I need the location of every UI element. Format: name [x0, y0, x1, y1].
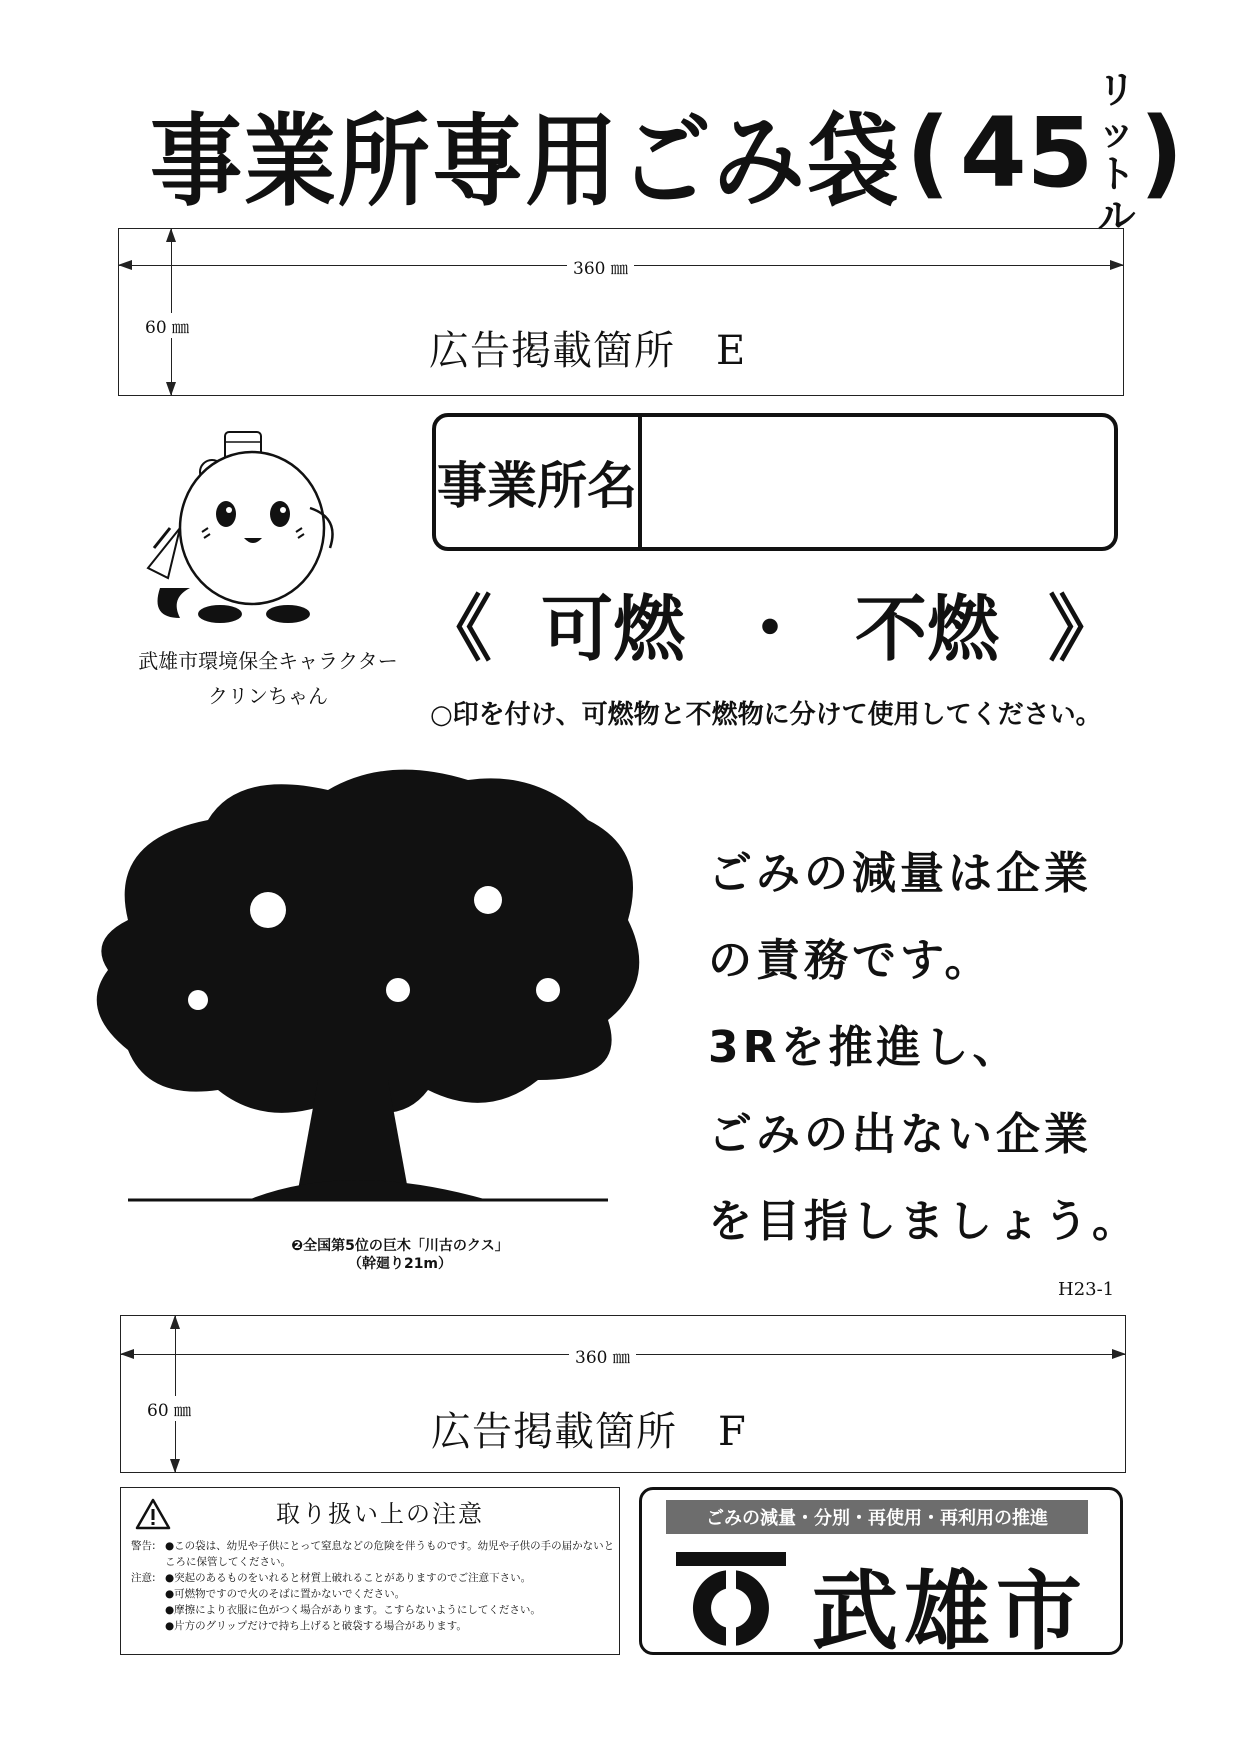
height-dimension-line: [175, 1316, 176, 1472]
mascot-caption-line2: クリンちゃん: [208, 684, 328, 708]
caution-title: 取り扱い上の注意: [276, 1500, 484, 1528]
tree-icon: [68, 760, 658, 1225]
message-line: 3Rを推進し、: [708, 1022, 1021, 1073]
arrow-left-icon: [118, 260, 132, 270]
mascot-icon: [140, 428, 380, 638]
caution-tag: 警告:: [131, 1540, 156, 1552]
caution-item: [131, 1602, 616, 1618]
waste-type-selector: [420, 578, 1120, 671]
city-slogan: ごみの減量・分別・再使用・再利用の推進: [666, 1500, 1088, 1534]
tree-caption-line1: ❷全国第5位の巨木「川古のクス」: [291, 1238, 509, 1254]
arrow-right-icon: [1112, 1349, 1126, 1359]
title-unit-top: リッ: [1097, 68, 1136, 154]
burnable-option[interactable]: 可燃: [540, 587, 685, 671]
width-dimension-label: 360 ㎜: [567, 254, 634, 279]
separator-dot: ・: [733, 587, 806, 671]
tree-caption: [250, 1237, 550, 1273]
handling-caution-box: [120, 1487, 620, 1655]
bracket-open: 《: [420, 587, 493, 671]
warning-icon: [135, 1498, 171, 1530]
tree-caption-line2: （幹廻り21m）: [347, 1256, 453, 1272]
city-name: 武雄市: [812, 1562, 1088, 1662]
arrow-down-icon: [166, 382, 176, 396]
document-code: H23-1: [1058, 1279, 1115, 1300]
caution-tag: [131, 1618, 165, 1634]
caution-item: [131, 1538, 616, 1570]
page-title: [150, 68, 1184, 238]
company-name-box: [432, 413, 1118, 551]
height-dimension-label: 60 ㎜: [139, 313, 195, 338]
title-main: 事業所専用ごみ袋: [150, 103, 901, 220]
height-dimension-line: [171, 229, 172, 395]
city-logo-box: [639, 1487, 1123, 1662]
caution-tag: 注意:: [131, 1572, 156, 1584]
message-line: ごみの出ない企業: [708, 1109, 1092, 1160]
takeo-city-emblem-icon: [670, 1548, 792, 1648]
arrow-left-icon: [120, 1349, 134, 1359]
title-paren-open: (: [906, 97, 950, 209]
title-unit-bottom: トル: [1097, 152, 1136, 238]
nonburnable-option[interactable]: 不燃: [854, 587, 999, 671]
message-line: の責務です。: [708, 935, 993, 986]
message-line: を目指しましょう。: [708, 1196, 1140, 1247]
arrow-up-icon: [170, 1315, 180, 1329]
company-name-field[interactable]: [646, 417, 1114, 547]
title-number: 45: [959, 97, 1094, 209]
bracket-close: 》: [1047, 587, 1120, 671]
arrow-down-icon: [170, 1459, 180, 1473]
caution-item: [131, 1586, 616, 1602]
caution-text: ●可燃物ですので火のそばに置かないでください。: [165, 1588, 406, 1600]
caution-tag: [131, 1586, 165, 1602]
company-name-label: 事業所名: [436, 417, 642, 547]
ad-space-f: [120, 1315, 1126, 1473]
ad-space-label: 広告掲載箇所 F: [431, 1409, 747, 1455]
height-dimension-label: 60 ㎜: [141, 1396, 197, 1421]
caution-tag: [131, 1602, 165, 1618]
width-dimension-label: 360 ㎜: [569, 1343, 636, 1368]
arrow-right-icon: [1110, 260, 1124, 270]
usage-instruction: ○印を付け、可燃物と不燃物に分けて使用してください。: [430, 700, 1102, 730]
title-unit: [1097, 69, 1135, 237]
caution-text: ●片方のグリップだけで持ち上げると破袋する場合があります。: [165, 1620, 467, 1632]
caution-text: ●この袋は、幼児や子供にとって窒息などの危険を伴うものです。幼児や子供の手の届かないところに保管してください。: [165, 1540, 615, 1568]
ad-space-e: [118, 228, 1124, 396]
reduction-message: [708, 830, 1140, 1265]
camphor-tree-illustration: [68, 760, 658, 1225]
message-line: ごみの減量は企業: [708, 848, 1092, 899]
caution-item: [131, 1570, 616, 1586]
caution-text: ●突起のあるものをいれると材質上破れることがありますのでご注意下さい。: [165, 1572, 532, 1584]
caution-list: [131, 1538, 616, 1634]
mascot-caption-line1: 武雄市環境保全キャラクター: [138, 649, 398, 673]
ad-space-label: 広告掲載箇所 E: [429, 328, 747, 374]
mascot-illustration: [140, 428, 380, 638]
title-paren-close: ): [1139, 97, 1184, 209]
arrow-up-icon: [166, 228, 176, 242]
caution-text: ●摩擦により衣服に色がつく場合があります。こすらないようにしてください。: [165, 1604, 541, 1616]
caution-item: [131, 1618, 616, 1634]
